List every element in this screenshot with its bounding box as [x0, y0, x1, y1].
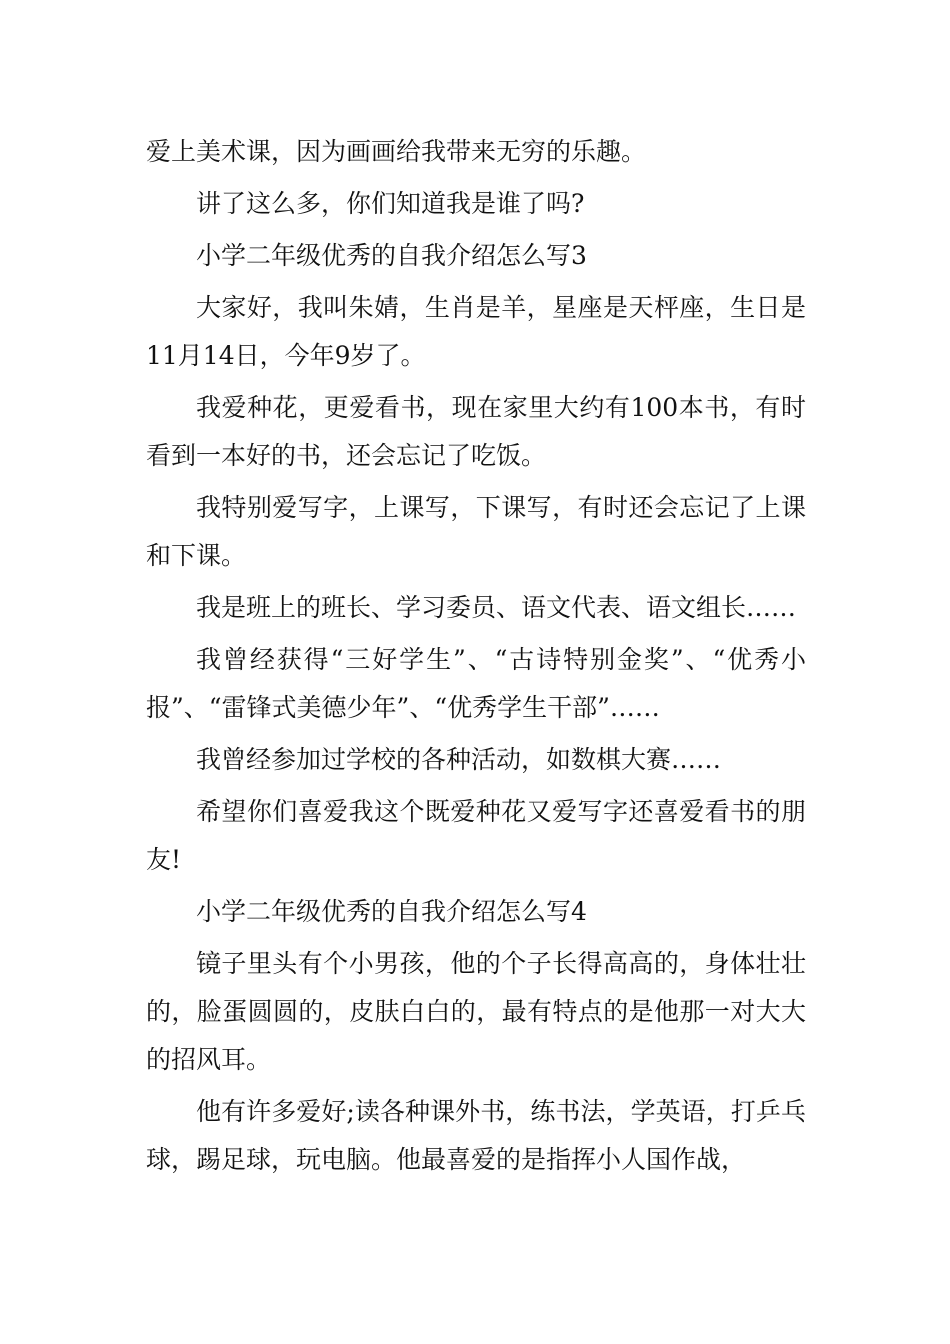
paragraph-2: 讲了这么多，你们知道我是谁了吗? [196, 189, 585, 218]
document-body [146, 128, 806, 1184]
section-heading-3: 小学二年级优秀的自我介绍怎么写3 [196, 241, 587, 270]
paragraph-9: 我曾经参加过学校的各种活动，如数棋大赛…… [196, 745, 722, 774]
section-heading-4: 小学二年级优秀的自我介绍怎么写4 [196, 897, 587, 926]
paragraph-8: 我曾经获得“三好学生”、“古诗特别金奖”、“优秀小报”、“雷锋式美德少年”、“优秀学生干部”…… [146, 645, 806, 722]
paragraph-13: 他有许多爱好;读各种课外书，练书法，学英语，打乒乓球，踢足球，玩电脑。他最喜爱的是指挥小人国作战， [146, 1097, 806, 1174]
paragraph-4: 大家好，我叫朱婧，生肖是羊，星座是天枰座，生日是11月14日，今年9岁了。 [146, 293, 806, 370]
paragraph-10: 希望你们喜爱我这个既爱种花又爱写字还喜爱看书的朋友! [146, 797, 806, 874]
paragraph-6: 我特别爱写字，上课写，下课写，有时还会忘记了上课和下课。 [146, 493, 806, 570]
paragraph-5: 我爱种花，更爱看书，现在家里大约有100本书，有时看到一本好的书，还会忘记了吃饭。 [146, 393, 806, 470]
paragraph-1: 爱上美术课，因为画画给我带来无穷的乐趣。 [146, 137, 647, 166]
paragraph-12: 镜子里头有个小男孩，他的个子长得高高的，身体壮壮的，脸蛋圆圆的，皮肤白白的，最有特点的是他那一对大大的招风耳。 [146, 949, 806, 1074]
paragraph-7: 我是班上的班长、学习委员、语文代表、语文组长…… [196, 593, 797, 622]
